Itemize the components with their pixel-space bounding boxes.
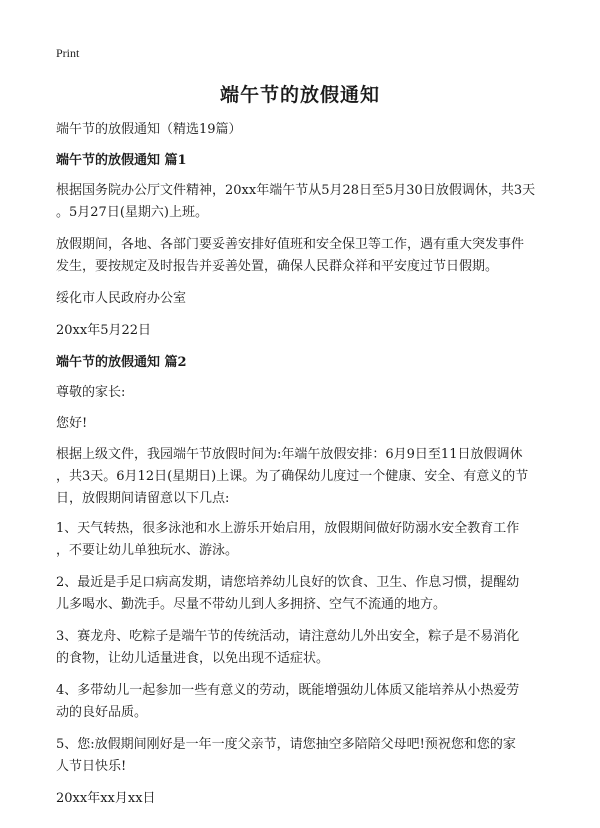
section1-paragraph1-line2: 。5月27日(星期六)上班。 xyxy=(56,205,208,220)
section2-item5-line2: 人节日快乐! xyxy=(56,759,127,774)
print-link[interactable]: Print xyxy=(56,46,80,60)
section2-item1-line2: ，不要让幼儿单独玩水、游泳。 xyxy=(56,543,239,558)
section1-signature: 绥化市人民政府办公室 xyxy=(56,291,187,306)
section2-date: 20xx年xx月xx日 xyxy=(56,791,156,806)
section2-item3-line2: 的食物，让幼儿适量进食，以免出现不适症状。 xyxy=(56,651,330,666)
page-title: 端午节的放假通知 xyxy=(219,84,380,106)
section2-intro-line2: ，共3天。6月12日(星期日)上课。为了确保幼儿度过一个健康、安全、有意义的节 xyxy=(56,469,529,484)
section2-item4-line1: 4、多带幼儿一起参加一些有意义的劳动，既能增强幼儿体质又能培养从小热爱劳 xyxy=(56,683,520,698)
section2-item3-line1: 3、赛龙舟、吃粽子是端午节的传统活动，请注意幼儿外出安全，粽子是不易消化 xyxy=(56,629,520,644)
section2-item2-line2: 儿多喝水、勤洗手。尽量不带幼儿到人多拥挤、空气不流通的地方。 xyxy=(56,597,447,612)
section2-greeting: 尊敬的家长: xyxy=(56,385,126,400)
section2-heading: 端午节的放假通知 篇2 xyxy=(56,355,187,370)
section2-item2-line1: 2、最近是手足口病高发期，请您培养幼儿良好的饮食、卫生、作息习惯，提醒幼 xyxy=(56,575,520,590)
section1-date: 20xx年5月22日 xyxy=(56,323,152,338)
section2-hello: 您好! xyxy=(56,416,88,431)
section2-item5-line1: 5、您:放假期间刚好是一年一度父亲节，请您抽空多陪陪父母吧!预祝您和您的家 xyxy=(56,737,516,752)
section1-heading: 端午节的放假通知 篇1 xyxy=(56,153,187,168)
section2-item4-line2: 动的良好品质。 xyxy=(56,705,148,720)
section1-paragraph2-line1: 放假期间，各地、各部门要妥善安排好值班和安全保卫等工作，遇有重大突发事件 xyxy=(56,237,525,252)
section2-intro-line3: 日，放假期间请留意以下几点: xyxy=(56,491,230,506)
section2-item1-line1: 1、天气转热，很多泳池和水上游乐开始启用，放假期间做好防溺水安全教育工作 xyxy=(56,521,520,536)
section1-paragraph1-line1: 根据国务院办公厅文件精神，20xx年端午节从5月28日至5月30日放假调休，共3天 xyxy=(56,183,536,198)
section1-paragraph2-line2: 发生，要按规定及时报告并妥善处置，确保人民群众祥和平安度过节日假期。 xyxy=(56,259,499,274)
section2-intro-line1: 根据上级文件，我园端午节放假时间为:年端午放假安排：6月9日至11日放假调休 xyxy=(56,447,523,462)
subtitle: 端午节的放假通知（精选19篇） xyxy=(56,122,242,137)
